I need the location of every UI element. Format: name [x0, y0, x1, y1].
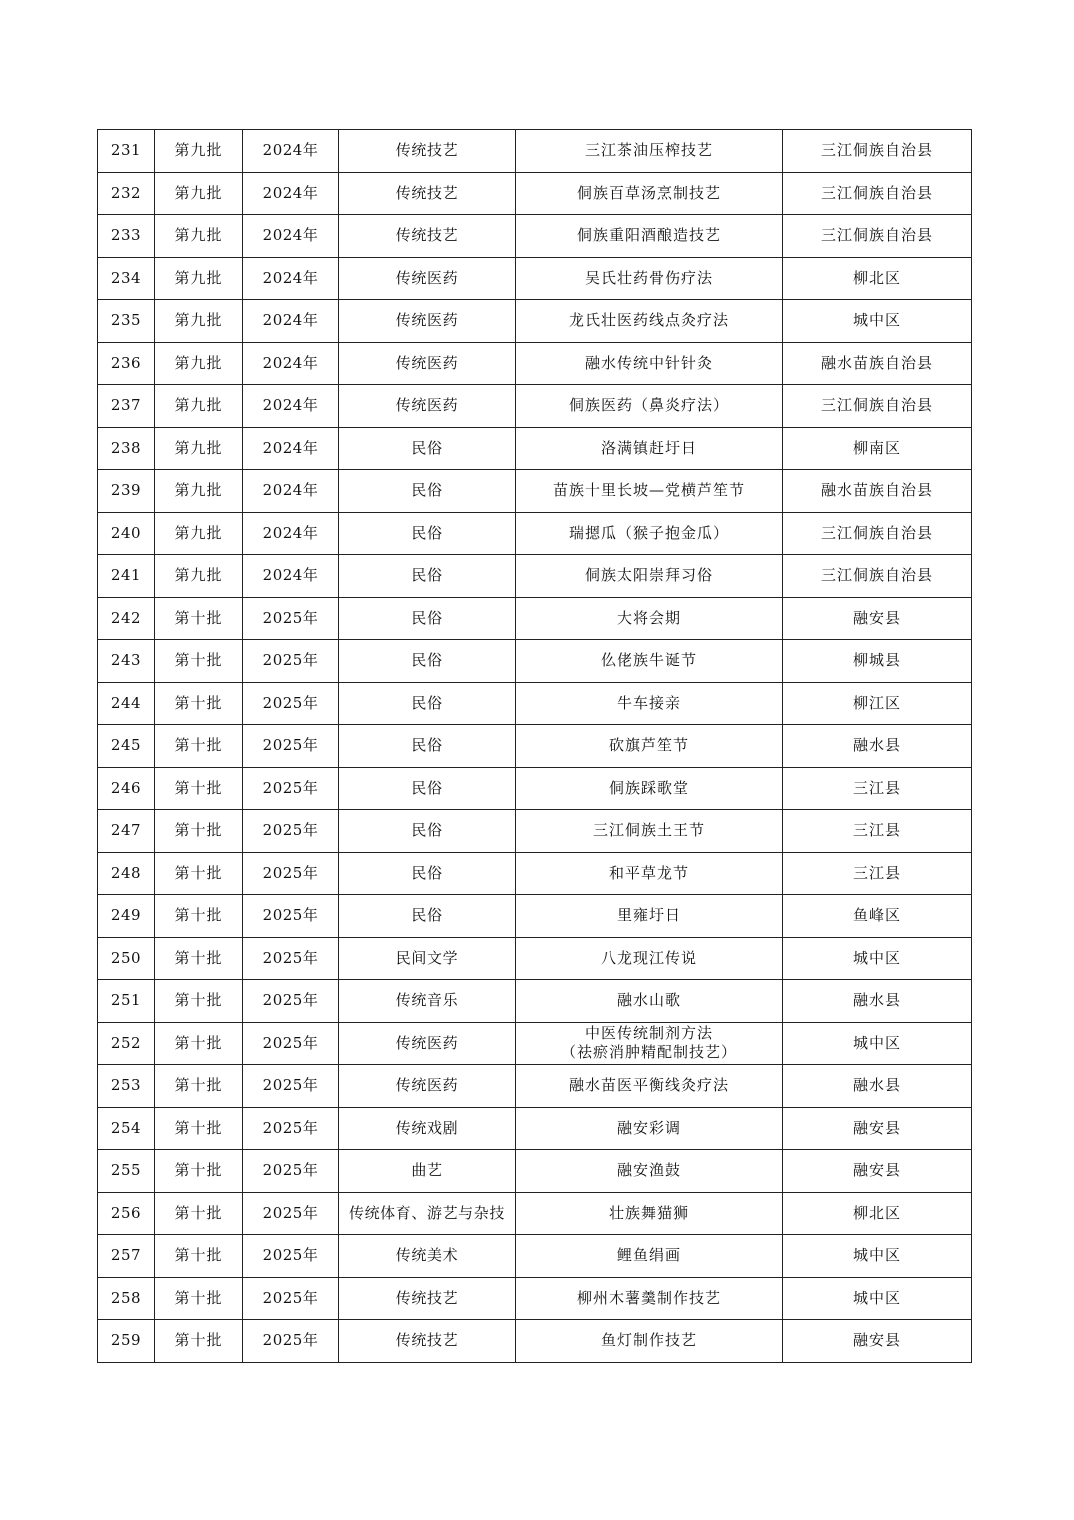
cell-category: 传统医药 — [339, 342, 516, 385]
cell-number: 244 — [98, 682, 155, 725]
cell-number: 255 — [98, 1150, 155, 1193]
cell-region: 城中区 — [783, 937, 972, 980]
cell-region: 融水苗族自治县 — [783, 342, 972, 385]
cell-category: 民俗 — [339, 852, 516, 895]
cell-category: 民俗 — [339, 640, 516, 683]
cell-region: 三江侗族自治县 — [783, 385, 972, 428]
cell-project-line: 和平草龙节 — [608, 863, 689, 882]
cell-year: 2024年 — [243, 257, 339, 300]
cell-region: 鱼峰区 — [783, 895, 972, 938]
table-row — [98, 470, 972, 513]
cell-region: 融安县 — [783, 1107, 972, 1150]
cell-region: 三江侗族自治县 — [783, 172, 972, 215]
cell-year: 2025年 — [243, 852, 339, 895]
cell-project-line: 鱼灯制作技艺 — [600, 1331, 697, 1350]
cell-year: 2025年 — [243, 725, 339, 768]
cell-batch: 第十批 — [155, 1150, 243, 1193]
heritage-list-table — [97, 129, 972, 1363]
cell-project-line: 侗族百草汤烹制技艺 — [576, 183, 721, 202]
cell-year: 2025年 — [243, 937, 339, 980]
cell-number: 235 — [98, 300, 155, 343]
table-row — [98, 1320, 972, 1363]
cell-region: 城中区 — [783, 300, 972, 343]
cell-number: 249 — [98, 895, 155, 938]
cell-project — [516, 640, 783, 683]
cell-number: 243 — [98, 640, 155, 683]
table-row — [98, 937, 972, 980]
cell-project-line: 柳州木薯羹制作技艺 — [576, 1288, 721, 1307]
cell-project-line: 龙氏壮医药线点灸疗法 — [568, 311, 729, 330]
cell-category: 民俗 — [339, 895, 516, 938]
cell-category: 民俗 — [339, 725, 516, 768]
table-row — [98, 682, 972, 725]
cell-category: 传统医药 — [339, 385, 516, 428]
table-row — [98, 1150, 972, 1193]
cell-batch: 第十批 — [155, 980, 243, 1023]
cell-number: 234 — [98, 257, 155, 300]
table-row — [98, 130, 972, 173]
cell-category: 民俗 — [339, 682, 516, 725]
cell-category: 传统技艺 — [339, 1320, 516, 1363]
table-row — [98, 215, 972, 258]
cell-project-line: 融水山歌 — [616, 991, 681, 1010]
cell-category: 民俗 — [339, 597, 516, 640]
cell-region: 三江侗族自治县 — [783, 555, 972, 598]
cell-project — [516, 810, 783, 853]
cell-project-line: 砍旗芦笙节 — [608, 736, 689, 755]
cell-project — [516, 852, 783, 895]
cell-year: 2025年 — [243, 1320, 339, 1363]
cell-category: 传统技艺 — [339, 172, 516, 215]
cell-project-line: 吴氏壮药骨伤疗法 — [584, 268, 713, 287]
cell-project-line: 苗族十里长坡—党横芦笙节 — [552, 481, 745, 500]
cell-project-line: （祛瘀消肿精配制技艺） — [560, 1043, 737, 1062]
cell-project — [516, 555, 783, 598]
cell-category: 传统美术 — [339, 1235, 516, 1278]
cell-project — [516, 767, 783, 810]
cell-year: 2025年 — [243, 895, 339, 938]
cell-category: 传统医药 — [339, 1065, 516, 1108]
cell-region: 三江侗族自治县 — [783, 130, 972, 173]
cell-batch: 第十批 — [155, 852, 243, 895]
cell-category: 传统医药 — [339, 300, 516, 343]
cell-project — [516, 257, 783, 300]
cell-number: 256 — [98, 1192, 155, 1235]
cell-category: 传统技艺 — [339, 215, 516, 258]
cell-region: 柳城县 — [783, 640, 972, 683]
cell-number: 236 — [98, 342, 155, 385]
cell-region: 融安县 — [783, 1150, 972, 1193]
cell-category: 民间文学 — [339, 937, 516, 980]
table-row — [98, 1235, 972, 1278]
cell-project-line: 里雍圩日 — [616, 906, 681, 925]
cell-number: 240 — [98, 512, 155, 555]
table-row — [98, 810, 972, 853]
cell-region: 城中区 — [783, 1022, 972, 1065]
cell-batch: 第九批 — [155, 385, 243, 428]
cell-project-line: 洛满镇赶圩日 — [600, 438, 697, 457]
cell-region: 融水县 — [783, 725, 972, 768]
cell-category: 民俗 — [339, 470, 516, 513]
cell-number: 247 — [98, 810, 155, 853]
cell-batch: 第九批 — [155, 300, 243, 343]
cell-region: 融水苗族自治县 — [783, 470, 972, 513]
cell-region: 柳江区 — [783, 682, 972, 725]
cell-project-line: 侗族重阳酒酿造技艺 — [576, 226, 721, 245]
cell-region: 城中区 — [783, 1235, 972, 1278]
cell-project — [516, 1107, 783, 1150]
cell-year: 2024年 — [243, 555, 339, 598]
cell-project — [516, 895, 783, 938]
cell-year: 2024年 — [243, 130, 339, 173]
table-row — [98, 852, 972, 895]
cell-project — [516, 172, 783, 215]
table-row — [98, 257, 972, 300]
cell-year: 2025年 — [243, 640, 339, 683]
cell-category: 传统技艺 — [339, 130, 516, 173]
cell-region: 融水县 — [783, 980, 972, 1023]
cell-project — [516, 725, 783, 768]
cell-batch: 第十批 — [155, 725, 243, 768]
cell-year: 2025年 — [243, 767, 339, 810]
cell-number: 259 — [98, 1320, 155, 1363]
cell-project-line: 八龙现江传说 — [600, 948, 697, 967]
table-row — [98, 767, 972, 810]
cell-project-line: 中医传统制剂方法 — [584, 1024, 713, 1043]
cell-project-line: 融水传统中针针灸 — [584, 353, 713, 372]
cell-year: 2025年 — [243, 1022, 339, 1065]
table-row — [98, 725, 972, 768]
cell-number: 252 — [98, 1022, 155, 1065]
cell-region: 三江县 — [783, 810, 972, 853]
cell-batch: 第十批 — [155, 767, 243, 810]
cell-number: 241 — [98, 555, 155, 598]
cell-region: 三江侗族自治县 — [783, 512, 972, 555]
cell-number: 232 — [98, 172, 155, 215]
cell-project — [516, 937, 783, 980]
cell-region: 三江县 — [783, 767, 972, 810]
cell-project — [516, 215, 783, 258]
cell-project — [516, 597, 783, 640]
cell-project — [516, 130, 783, 173]
cell-project — [516, 1150, 783, 1193]
cell-region: 柳北区 — [783, 1192, 972, 1235]
table-row — [98, 597, 972, 640]
cell-year: 2025年 — [243, 682, 339, 725]
cell-year: 2025年 — [243, 1277, 339, 1320]
cell-number: 237 — [98, 385, 155, 428]
table-row — [98, 342, 972, 385]
table-row — [98, 172, 972, 215]
cell-batch: 第十批 — [155, 1235, 243, 1278]
cell-number: 254 — [98, 1107, 155, 1150]
cell-batch: 第九批 — [155, 257, 243, 300]
cell-project-line: 瑞摁瓜（猴子抱金瓜） — [568, 523, 729, 542]
cell-region: 柳北区 — [783, 257, 972, 300]
cell-project-line: 大将会期 — [616, 608, 681, 627]
cell-number: 238 — [98, 427, 155, 470]
cell-year: 2025年 — [243, 980, 339, 1023]
cell-number: 257 — [98, 1235, 155, 1278]
cell-region: 融安县 — [783, 1320, 972, 1363]
table-row — [98, 385, 972, 428]
cell-batch: 第十批 — [155, 1107, 243, 1150]
cell-batch: 第十批 — [155, 682, 243, 725]
cell-category: 民俗 — [339, 512, 516, 555]
cell-batch: 第十批 — [155, 810, 243, 853]
cell-project — [516, 470, 783, 513]
cell-category: 民俗 — [339, 810, 516, 853]
cell-batch: 第十批 — [155, 1065, 243, 1108]
cell-number: 239 — [98, 470, 155, 513]
table-row — [98, 555, 972, 598]
cell-project-line: 侗族太阳崇拜习俗 — [584, 566, 713, 585]
cell-batch: 第十批 — [155, 1022, 243, 1065]
cell-batch: 第十批 — [155, 640, 243, 683]
cell-project — [516, 682, 783, 725]
cell-batch: 第十批 — [155, 1320, 243, 1363]
cell-number: 250 — [98, 937, 155, 980]
cell-batch: 第十批 — [155, 937, 243, 980]
cell-year: 2024年 — [243, 172, 339, 215]
table-row — [98, 512, 972, 555]
cell-project — [516, 342, 783, 385]
cell-number: 231 — [98, 130, 155, 173]
cell-batch: 第九批 — [155, 555, 243, 598]
cell-batch: 第九批 — [155, 342, 243, 385]
cell-project — [516, 980, 783, 1023]
cell-category: 传统医药 — [339, 257, 516, 300]
cell-project-line: 侗族医药（鼻炎疗法） — [568, 396, 729, 415]
table-row — [98, 1192, 972, 1235]
table-row — [98, 1065, 972, 1108]
table-row — [98, 895, 972, 938]
cell-year: 2025年 — [243, 1107, 339, 1150]
cell-project — [516, 1065, 783, 1108]
cell-project-line: 鲤鱼绢画 — [616, 1246, 681, 1265]
cell-batch: 第九批 — [155, 512, 243, 555]
cell-project — [516, 1320, 783, 1363]
cell-project — [516, 512, 783, 555]
cell-project-line: 融安渔鼓 — [616, 1161, 681, 1180]
cell-batch: 第十批 — [155, 1277, 243, 1320]
table-row — [98, 1022, 972, 1065]
table-row — [98, 640, 972, 683]
cell-category: 民俗 — [339, 427, 516, 470]
cell-year: 2024年 — [243, 512, 339, 555]
cell-project-line: 融水苗医平衡线灸疗法 — [568, 1076, 729, 1095]
cell-batch: 第十批 — [155, 895, 243, 938]
cell-project — [516, 1192, 783, 1235]
cell-batch: 第九批 — [155, 215, 243, 258]
cell-project-line: 三江侗族土王节 — [592, 821, 705, 840]
cell-project-line: 牛车接亲 — [616, 693, 681, 712]
cell-category: 传统体育、游艺与杂技 — [339, 1192, 516, 1235]
cell-category: 传统音乐 — [339, 980, 516, 1023]
cell-batch: 第十批 — [155, 597, 243, 640]
cell-project-line: 仫佬族牛诞节 — [600, 651, 697, 670]
table-row — [98, 1107, 972, 1150]
table-row — [98, 1277, 972, 1320]
cell-number: 242 — [98, 597, 155, 640]
cell-project — [516, 1277, 783, 1320]
table-body — [98, 130, 972, 1363]
cell-number: 253 — [98, 1065, 155, 1108]
cell-region: 融安县 — [783, 597, 972, 640]
cell-year: 2024年 — [243, 427, 339, 470]
cell-year: 2025年 — [243, 597, 339, 640]
cell-region: 柳南区 — [783, 427, 972, 470]
cell-batch: 第九批 — [155, 427, 243, 470]
cell-number: 246 — [98, 767, 155, 810]
cell-project — [516, 1022, 783, 1065]
cell-year: 2024年 — [243, 470, 339, 513]
cell-number: 248 — [98, 852, 155, 895]
cell-category: 传统戏剧 — [339, 1107, 516, 1150]
cell-year: 2025年 — [243, 1235, 339, 1278]
cell-number: 258 — [98, 1277, 155, 1320]
cell-year: 2025年 — [243, 1150, 339, 1193]
cell-category: 传统医药 — [339, 1022, 516, 1065]
cell-region: 融水县 — [783, 1065, 972, 1108]
cell-category: 民俗 — [339, 767, 516, 810]
cell-year: 2024年 — [243, 342, 339, 385]
table-row — [98, 300, 972, 343]
cell-batch: 第九批 — [155, 470, 243, 513]
cell-region: 三江侗族自治县 — [783, 215, 972, 258]
cell-project — [516, 300, 783, 343]
cell-project-line: 三江茶油压榨技艺 — [584, 141, 713, 160]
table-row — [98, 980, 972, 1023]
cell-batch: 第九批 — [155, 130, 243, 173]
document-page — [97, 129, 971, 1363]
cell-year: 2024年 — [243, 215, 339, 258]
cell-category: 曲艺 — [339, 1150, 516, 1193]
cell-project — [516, 1235, 783, 1278]
cell-year: 2025年 — [243, 1065, 339, 1108]
cell-project-line: 融安彩调 — [616, 1118, 681, 1137]
cell-project-line: 壮族舞猫狮 — [608, 1203, 689, 1222]
cell-year: 2024年 — [243, 300, 339, 343]
cell-category: 传统技艺 — [339, 1277, 516, 1320]
cell-region: 三江县 — [783, 852, 972, 895]
cell-project — [516, 427, 783, 470]
cell-year: 2024年 — [243, 385, 339, 428]
cell-number: 233 — [98, 215, 155, 258]
cell-number: 251 — [98, 980, 155, 1023]
cell-category: 民俗 — [339, 555, 516, 598]
cell-region: 城中区 — [783, 1277, 972, 1320]
cell-project-line: 侗族踩歌堂 — [608, 778, 689, 797]
cell-batch: 第九批 — [155, 172, 243, 215]
cell-year: 2025年 — [243, 1192, 339, 1235]
cell-number: 245 — [98, 725, 155, 768]
table-row — [98, 427, 972, 470]
cell-project — [516, 385, 783, 428]
cell-year: 2025年 — [243, 810, 339, 853]
cell-batch: 第十批 — [155, 1192, 243, 1235]
